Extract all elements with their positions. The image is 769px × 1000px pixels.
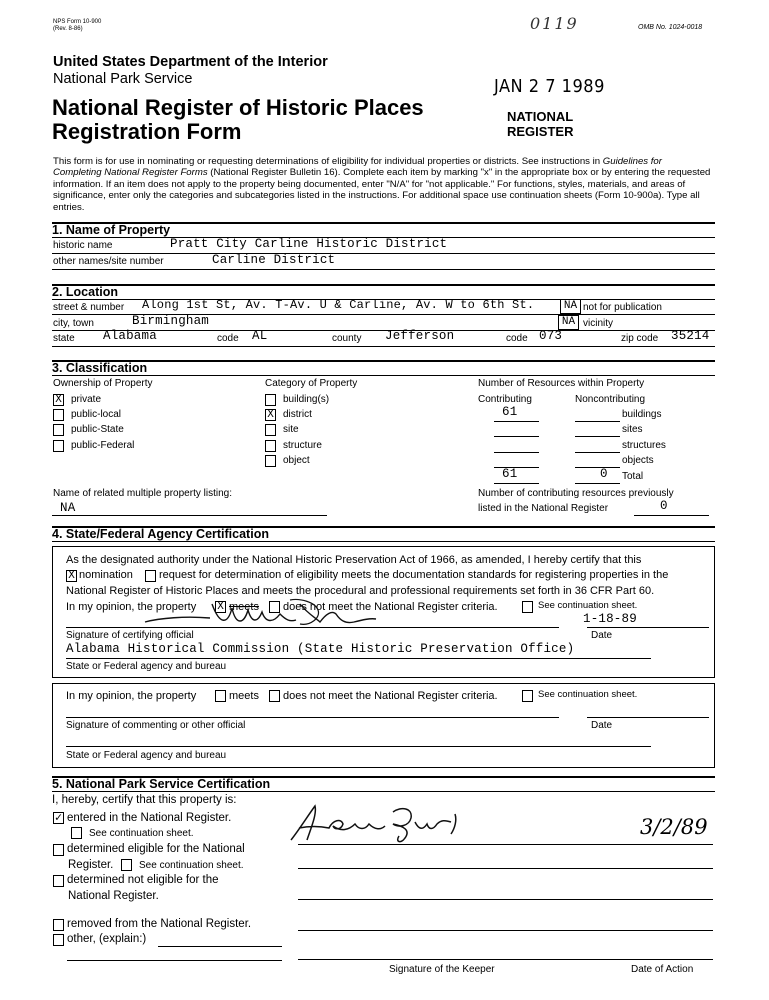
ownership-public-state-label: public-State bbox=[71, 424, 124, 435]
not-eligible-label: determined not eligible for the bbox=[67, 874, 219, 886]
entered-label: entered in the National Register. bbox=[67, 812, 232, 824]
eligible-continuation-checkbox[interactable] bbox=[121, 859, 132, 871]
meets-checkbox[interactable]: X bbox=[215, 601, 226, 613]
meets-label-2: meets bbox=[229, 690, 259, 702]
keeper-signature-label: Signature of the Keeper bbox=[389, 964, 495, 975]
date-of-action-label: Date of Action bbox=[631, 964, 694, 975]
other-checkbox[interactable] bbox=[53, 934, 64, 946]
category-object-label: object bbox=[283, 455, 310, 466]
determined-eligible-checkbox[interactable] bbox=[53, 844, 64, 856]
does-not-meet-label: does not meet the National Register criteria. bbox=[283, 601, 498, 613]
entered-continuation-label: See continuation sheet. bbox=[89, 828, 194, 839]
resources-heading: Number of Resources within Property bbox=[478, 378, 645, 389]
meets-checkbox-2[interactable] bbox=[215, 690, 226, 702]
contributing-total-value: 61 bbox=[502, 467, 518, 481]
ownership-heading: Ownership of Property bbox=[53, 378, 153, 389]
sites-label: sites bbox=[622, 424, 643, 435]
nps-certify-intro: I, hereby, certify that this property is: bbox=[52, 794, 237, 806]
zip-value: 35214 bbox=[671, 329, 710, 343]
eligible-continuation-label: See continuation sheet. bbox=[139, 860, 244, 871]
entered-continuation-checkbox[interactable] bbox=[71, 827, 82, 839]
other-names-value: Carline District bbox=[212, 253, 336, 267]
county-value: Jefferson bbox=[385, 329, 455, 343]
section-2-title: 2. Location bbox=[52, 285, 118, 299]
historic-name-label: historic name bbox=[53, 240, 113, 251]
previously-listed-label-1: Number of contributing resources previously bbox=[478, 488, 674, 499]
service-name: National Park Service bbox=[53, 71, 193, 87]
vicinity-label: vicinity bbox=[583, 318, 614, 329]
ownership-private-label: private bbox=[71, 394, 102, 405]
form-title: National Register of Historic Places bbox=[52, 95, 424, 120]
section-5-title: 5. National Park Service Certification bbox=[52, 777, 271, 791]
contributing-buildings-value: 61 bbox=[502, 405, 518, 419]
contributing-heading: Contributing bbox=[478, 394, 532, 405]
category-object-checkbox[interactable] bbox=[265, 455, 276, 467]
opinion-prefix-2: In my opinion, the property bbox=[66, 690, 197, 702]
certification-date-label: Date bbox=[591, 630, 613, 641]
state-label: state bbox=[53, 333, 75, 344]
category-structure-label: structure bbox=[283, 440, 322, 451]
nomination-label: nomination bbox=[79, 569, 133, 581]
form-revision: (Rev. 8-86) bbox=[53, 26, 83, 32]
street-value: Along 1st St, Av. T-Av. U & Carline, Av. W to 6th St. bbox=[142, 298, 535, 312]
omb-number: OMB No. 1024-0018 bbox=[638, 24, 703, 31]
commenting-agency-label: State or Federal agency and bureau bbox=[66, 750, 227, 761]
request-determination-checkbox[interactable] bbox=[145, 570, 156, 582]
total-label: Total bbox=[622, 471, 644, 482]
see-continuation-checkbox-4a[interactable] bbox=[522, 601, 533, 613]
section-3-title: 3. Classification bbox=[52, 361, 148, 375]
buildings-label: buildings bbox=[622, 409, 662, 420]
ownership-public-federal-checkbox[interactable] bbox=[53, 440, 64, 452]
section-1-title: 1. Name of Property bbox=[52, 223, 171, 237]
section-4-title: 4. State/Federal Agency Certification bbox=[52, 527, 269, 541]
handwritten-number: 0119 bbox=[530, 14, 579, 33]
commenting-date-label: Date bbox=[591, 720, 613, 731]
vicinity-box[interactable]: NA bbox=[558, 315, 579, 330]
noncontributing-heading: Noncontributing bbox=[575, 394, 646, 405]
previously-listed-label-2: listed in the National Register bbox=[478, 503, 609, 514]
category-heading: Category of Property bbox=[265, 378, 358, 389]
see-continuation-checkbox-4b[interactable] bbox=[522, 690, 533, 702]
not-eligible-checkbox[interactable] bbox=[53, 875, 64, 887]
determined-eligible-label: determined eligible for the National bbox=[67, 843, 245, 855]
city-label: city, town bbox=[53, 318, 94, 329]
removed-label: removed from the National Register. bbox=[67, 918, 252, 930]
category-site-checkbox[interactable] bbox=[265, 424, 276, 436]
nomination-checkbox[interactable]: X bbox=[66, 570, 77, 582]
action-date-value: 3/2/89 bbox=[640, 815, 708, 839]
opinion-prefix: In my opinion, the property bbox=[66, 601, 197, 613]
received-stamp-date: JAN 2 7 1989 bbox=[494, 76, 605, 97]
does-not-meet-checkbox-2[interactable] bbox=[269, 690, 280, 702]
certification-statement-2: request for determination of eligibility meets the documentation standards for registering properties in the bbox=[159, 569, 669, 581]
see-continuation-label-4a: See continuation sheet. bbox=[538, 600, 638, 611]
ownership-public-local-label: public-local bbox=[71, 409, 122, 420]
entered-checkbox[interactable]: ✓ bbox=[54, 811, 63, 825]
register-label: Register. bbox=[68, 859, 114, 871]
commenting-signature-label: Signature of commenting or other official bbox=[66, 720, 246, 731]
ownership-public-federal-label: public-Federal bbox=[71, 440, 135, 451]
category-district-checkbox[interactable]: X bbox=[265, 409, 276, 421]
ownership-public-state-checkbox[interactable] bbox=[53, 424, 64, 436]
historic-name-value: Pratt City Carline Historic District bbox=[170, 237, 448, 251]
city-value: Birmingham bbox=[132, 314, 210, 328]
state-code-value: AL bbox=[252, 329, 268, 343]
form-instructions: This form is for use in nominating or requesting determinations of eligibility for individual properties or districts. See instructions in Guidelines for Completing National Register Forms (National Register Bulletin 16). Complete each item by marking "x" in the appropriate box or by entering the requested information. If an item does not apply to the property being documented, enter "N/A" for "not applicable." For functions, styles, materials, and areas of significance, enter only the categories and subcategories listed in the instructions. For additional space use continuation sheets (Form 10-900a). Type all entries. bbox=[53, 156, 711, 213]
see-continuation-label-4b: See continuation sheet. bbox=[538, 689, 638, 700]
multiple-listing-label: Name of related multiple property listing: bbox=[53, 488, 232, 499]
stamp-national: NATIONAL bbox=[507, 109, 574, 124]
not-for-publication-box[interactable]: NA bbox=[560, 299, 581, 314]
certification-date-value: 1-18-89 bbox=[583, 612, 637, 626]
other-names-label: other names/site number bbox=[53, 256, 164, 267]
does-not-meet-label-2: does not meet the National Register criteria. bbox=[283, 690, 498, 702]
county-code-label: code bbox=[506, 333, 528, 344]
removed-checkbox[interactable] bbox=[53, 919, 64, 931]
certifying-agency-value: Alabama Historical Commission (State Historic Preservation Office) bbox=[66, 642, 575, 656]
certifying-signature-label: Signature of certifying official bbox=[66, 630, 194, 641]
meets-label: meets bbox=[229, 601, 259, 613]
state-code-label: code bbox=[217, 333, 239, 344]
certification-statement-3: National Register of Historic Places and meets the procedural and professional requirements set forth in 36 CFR Part 60. bbox=[66, 585, 655, 597]
county-code-value: 073 bbox=[539, 329, 563, 343]
zip-label: zip code bbox=[621, 333, 659, 344]
category-buildings-label: building(s) bbox=[283, 394, 330, 405]
category-site-label: site bbox=[283, 424, 299, 435]
not-for-publication-label: not for publication bbox=[583, 302, 662, 313]
ownership-public-local-checkbox[interactable] bbox=[53, 409, 64, 421]
category-structure-checkbox[interactable] bbox=[265, 440, 276, 452]
form-subtitle: Registration Form bbox=[52, 119, 242, 144]
not-eligible-register-label: National Register. bbox=[68, 890, 159, 902]
objects-label: objects bbox=[622, 455, 654, 466]
form-number: NPS Form 10-900 bbox=[53, 19, 102, 25]
multiple-listing-value: NA bbox=[60, 501, 76, 515]
certification-statement-1: As the designated authority under the National Historic Preservation Act of 1966, as amended, I hereby certify that this bbox=[66, 554, 642, 566]
noncontributing-total-value: 0 bbox=[600, 467, 608, 481]
keeper-signature bbox=[285, 800, 475, 850]
structures-label: structures bbox=[622, 440, 666, 451]
other-label: other, (explain:) bbox=[67, 933, 147, 945]
previously-listed-value: 0 bbox=[660, 499, 668, 513]
stamp-register: REGISTER bbox=[507, 124, 574, 139]
ownership-private-checkbox[interactable]: X bbox=[53, 394, 64, 406]
certifying-agency-label: State or Federal agency and bureau bbox=[66, 661, 227, 672]
department-name: United States Department of the Interior bbox=[53, 54, 328, 70]
county-label: county bbox=[332, 333, 362, 344]
state-value: Alabama bbox=[103, 329, 157, 343]
category-district-label: district bbox=[283, 409, 312, 420]
category-buildings-checkbox[interactable] bbox=[265, 394, 276, 406]
street-label: street & number bbox=[53, 302, 125, 313]
